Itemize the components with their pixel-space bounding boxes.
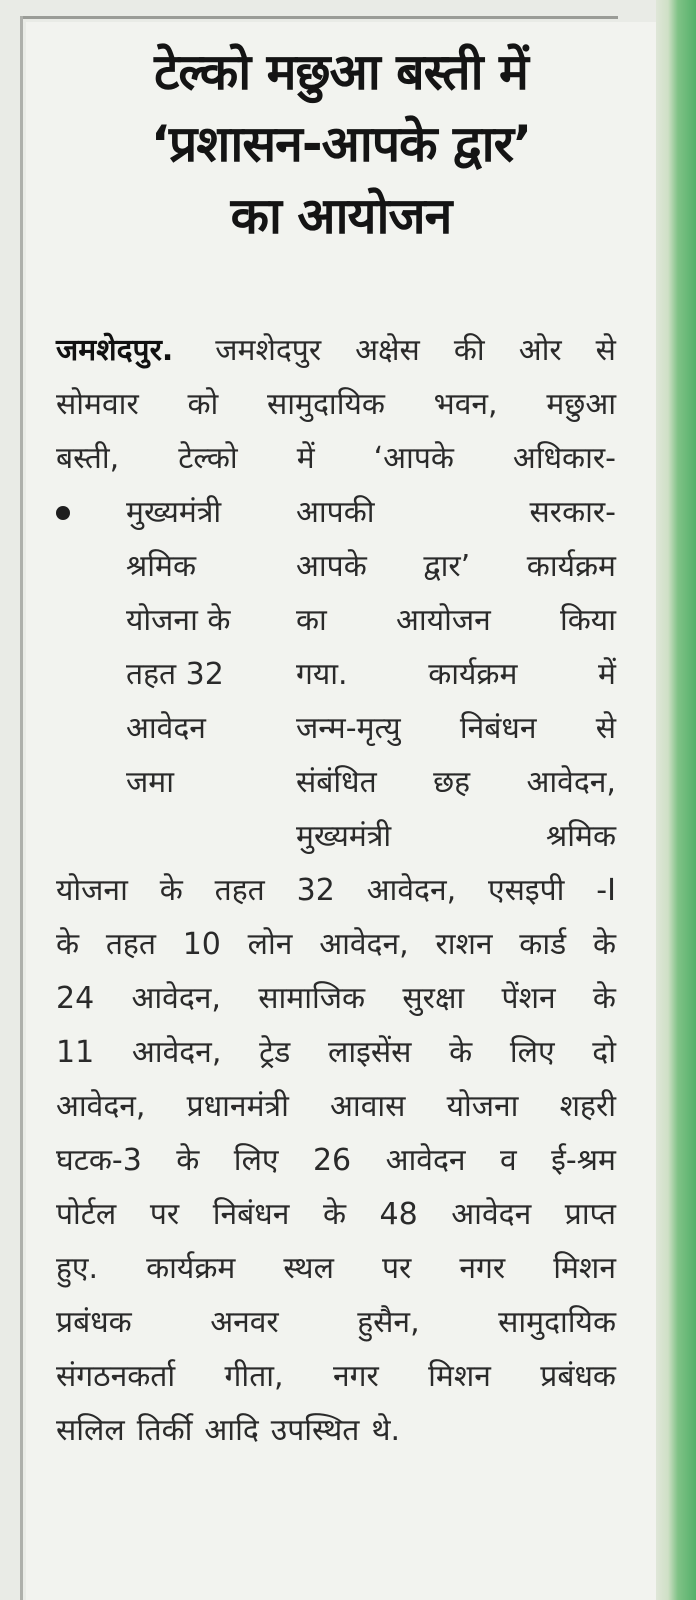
article-line	[56, 1026, 616, 1080]
article-line	[56, 324, 616, 378]
article-line	[56, 1134, 616, 1188]
word: ट्रेड	[259, 1035, 291, 1070]
headline-line: का आयोजन	[230, 187, 452, 245]
word: आवेदन,	[131, 981, 221, 1016]
word: के	[176, 1143, 200, 1178]
word: संबंधित	[296, 765, 377, 800]
word: में	[296, 441, 315, 476]
word: अक्षेस	[355, 333, 420, 368]
word: राशन	[435, 927, 493, 962]
word: आवेदन,	[366, 873, 457, 908]
word: लिए	[233, 1143, 279, 1178]
sidebar-highlight	[56, 486, 296, 540]
word: पेंशन	[501, 981, 556, 1016]
word: लोन	[247, 927, 293, 962]
sidebar-highlight	[56, 594, 296, 648]
word: कार्ड	[519, 927, 567, 962]
word: 32	[296, 873, 335, 908]
word: दो	[592, 1035, 616, 1070]
article-line	[56, 1188, 616, 1242]
word: प्राप्त	[564, 1197, 616, 1232]
page-edge-strip	[656, 0, 696, 1600]
word: 48	[379, 1197, 418, 1232]
word: तिर्की	[136, 1413, 193, 1448]
article-line	[56, 432, 616, 486]
word: बस्ती,	[56, 441, 120, 476]
sidebar-text: तहत 32	[126, 657, 224, 692]
word: 10	[182, 927, 221, 962]
word: स्थल	[283, 1251, 334, 1286]
split-row	[56, 810, 616, 864]
word: नगर	[459, 1251, 506, 1286]
split-row	[56, 756, 616, 810]
word: पोर्टल	[56, 1197, 117, 1232]
word: के	[592, 927, 616, 962]
word: संगठनकर्ता	[56, 1359, 176, 1394]
word: के	[449, 1035, 473, 1070]
word: से	[595, 711, 616, 746]
word: आपके	[296, 549, 367, 584]
word: आयोजन	[396, 603, 491, 638]
split-row	[56, 540, 616, 594]
column-line	[296, 702, 616, 756]
word: पर	[382, 1251, 412, 1286]
sidebar-highlight	[56, 540, 296, 594]
word: शहरी	[559, 1089, 616, 1124]
word: द्वार’	[423, 549, 471, 584]
word: से	[595, 333, 616, 368]
column-line	[296, 756, 616, 810]
word: सलिल	[56, 1413, 125, 1448]
word: आवेदन,	[131, 1035, 222, 1070]
word: लिए	[509, 1035, 555, 1070]
word: नगर	[332, 1359, 379, 1394]
sidebar-text: योजना के	[126, 603, 231, 638]
column-line	[296, 594, 616, 648]
word: पर	[149, 1197, 180, 1232]
word: तहत	[214, 873, 265, 908]
word: निबंधन	[459, 711, 537, 746]
word: के	[592, 981, 616, 1016]
word: 26	[312, 1143, 352, 1178]
word: सरकार-	[529, 495, 616, 530]
word: 24	[56, 981, 95, 1016]
word: कार्यक्रम	[428, 657, 518, 692]
word: आदि	[204, 1413, 259, 1448]
column-line	[296, 810, 616, 864]
article-line	[56, 1350, 616, 1404]
word: प्रबंधक	[540, 1359, 616, 1394]
word: का	[296, 603, 327, 638]
word: श्रमिक	[546, 819, 616, 854]
word: ओर	[518, 333, 562, 368]
word: आवेदन	[451, 1197, 532, 1232]
word: योजना	[56, 873, 128, 908]
word: भवन,	[433, 387, 498, 422]
article-line	[56, 1080, 616, 1134]
article-line	[56, 1296, 616, 1350]
word: हुसैन,	[357, 1305, 420, 1340]
headline	[26, 36, 656, 252]
word: -I	[596, 873, 616, 908]
sidebar-text: श्रमिक	[126, 549, 196, 584]
word: के	[56, 927, 80, 962]
word: उपस्थित	[270, 1413, 360, 1448]
word: व	[500, 1143, 517, 1178]
word: हुए.	[56, 1251, 99, 1286]
word: गीता,	[224, 1359, 284, 1394]
word: जन्म-मृत्यु	[296, 711, 401, 746]
article-line	[56, 1242, 616, 1296]
word: सामुदायिक	[267, 387, 385, 422]
word: अनवर	[210, 1305, 279, 1340]
word: अधिकार-	[512, 441, 616, 476]
split-row	[56, 648, 616, 702]
word: कार्यक्रम	[526, 549, 616, 584]
word: एसइपी	[488, 873, 565, 908]
word: आवेदन,	[56, 1089, 146, 1124]
word: के	[159, 873, 183, 908]
word: सामाजिक	[258, 981, 366, 1016]
word: ‘आपके	[373, 441, 454, 476]
word: सामुदायिक	[498, 1305, 616, 1340]
word: आवेदन	[385, 1143, 466, 1178]
word: निबंधन	[212, 1197, 290, 1232]
sidebar-text: आवेदन	[126, 711, 206, 746]
article-line	[56, 918, 616, 972]
sidebar-highlight	[56, 756, 296, 810]
word: मिशन	[553, 1251, 616, 1286]
left-rule	[20, 16, 23, 1600]
article-line	[56, 378, 616, 432]
word: गया.	[296, 657, 348, 692]
word: को	[187, 387, 219, 422]
article-line	[56, 972, 616, 1026]
sidebar-text: मुख्यमंत्री	[126, 495, 222, 530]
word: 11	[56, 1035, 95, 1070]
article-body	[56, 324, 616, 1458]
headline-line: ‘प्रशासन-आपके द्वार’	[150, 115, 532, 173]
word: सुरक्षा	[402, 981, 465, 1016]
headline-line: टेल्को मछुआ बस्ती में	[154, 43, 528, 101]
sidebar-highlight	[56, 648, 296, 702]
word: प्रधानमंत्री	[186, 1089, 289, 1124]
sidebar-text: जमा	[126, 765, 174, 800]
word: आपकी	[296, 495, 375, 530]
word: मुख्यमंत्री	[296, 819, 392, 854]
dateline: जमशेदपुर.	[56, 333, 174, 368]
word: ई-श्रम	[551, 1143, 616, 1178]
word: किया	[560, 603, 616, 638]
word: के	[322, 1197, 346, 1232]
split-row	[56, 702, 616, 756]
split-row	[56, 594, 616, 648]
word: योजना	[446, 1089, 519, 1124]
bullet-icon	[56, 506, 70, 520]
sidebar-highlight	[56, 702, 296, 756]
split-row	[56, 486, 616, 540]
word: छह	[433, 765, 471, 800]
word: मिशन	[428, 1359, 491, 1394]
word: आवास	[330, 1089, 406, 1124]
word: तहत	[105, 927, 156, 962]
column-line	[296, 486, 616, 540]
word: आवेदन,	[319, 927, 409, 962]
word: जमशेदपुर	[215, 333, 322, 368]
word: टेल्को	[178, 441, 238, 476]
word: घटक-3	[56, 1143, 142, 1178]
word: आवेदन,	[526, 765, 616, 800]
word: थे.	[371, 1413, 401, 1448]
article-line	[56, 864, 616, 918]
article-line	[56, 1404, 616, 1458]
sidebar-highlight	[56, 810, 296, 864]
word: मछुआ	[546, 387, 616, 422]
word: कार्यक्रम	[146, 1251, 236, 1286]
word: लाइसेंस	[327, 1035, 412, 1070]
word: प्रबंधक	[56, 1305, 132, 1340]
word: की	[453, 333, 485, 368]
column-line	[296, 540, 616, 594]
word: सोमवार	[56, 387, 139, 422]
word: में	[598, 657, 616, 692]
column-line	[296, 648, 616, 702]
top-rule	[20, 16, 618, 19]
